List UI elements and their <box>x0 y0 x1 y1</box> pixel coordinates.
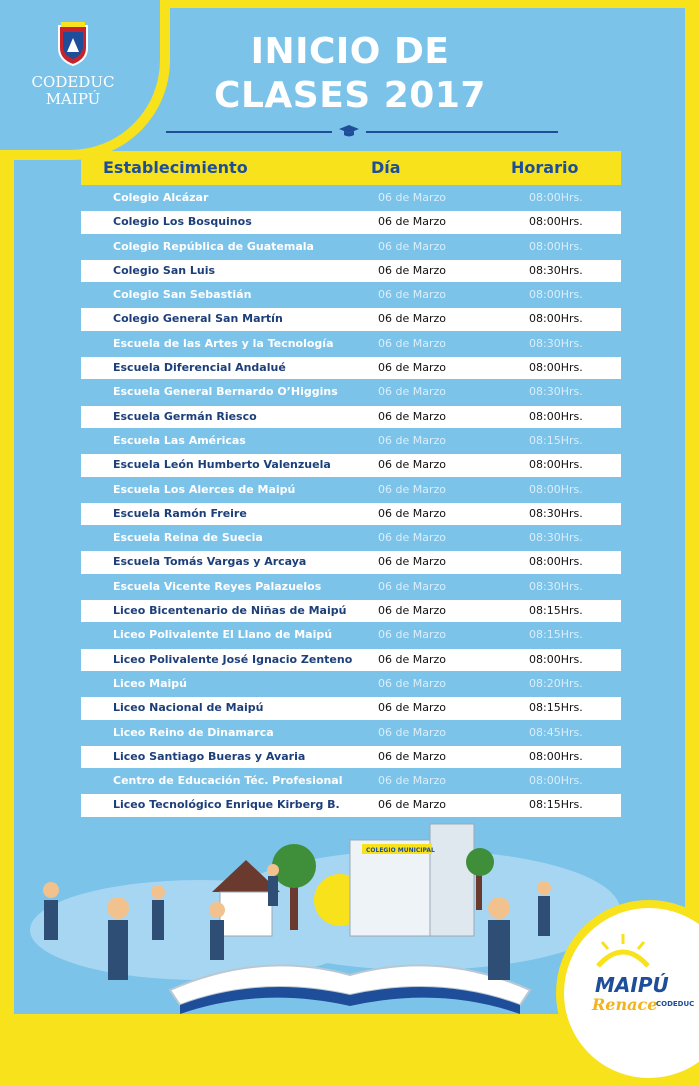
school-day: 06 de Marzo <box>378 676 446 690</box>
divider-left <box>166 131 332 133</box>
school-name: Colegio Los Bosquinos <box>113 215 252 229</box>
table-row <box>81 697 621 719</box>
header-time: Horario <box>511 158 579 177</box>
school-name: Colegio General San Martín <box>113 312 283 326</box>
table-row <box>81 600 621 622</box>
school-time: 08:30Hrs. <box>529 531 583 545</box>
table-row <box>81 551 621 573</box>
school-time: 08:00Hrs. <box>529 288 583 302</box>
school-time: 08:15Hrs. <box>529 433 583 447</box>
school-time: 08:15Hrs. <box>529 798 583 812</box>
school-name: Escuela Reina de Suecia <box>113 531 263 545</box>
school-day: 06 de Marzo <box>378 385 446 399</box>
school-day: 06 de Marzo <box>378 506 446 520</box>
school-day: 06 de Marzo <box>378 239 446 253</box>
table-row <box>81 770 621 792</box>
school-time: 08:00Hrs. <box>529 312 583 326</box>
school-day: 06 de Marzo <box>378 701 446 715</box>
page-title <box>180 30 520 118</box>
table-row <box>81 576 621 598</box>
table-row <box>81 381 621 403</box>
school-name: Escuela General Bernardo O’Higgins <box>113 385 338 399</box>
school-day: 06 de Marzo <box>378 288 446 302</box>
school-name: Colegio San Luis <box>113 263 216 277</box>
header-establishment: Establecimiento <box>103 158 248 177</box>
school-name: Liceo Polivalente El Llano de Maipú <box>113 628 333 642</box>
school-name: Escuela de las Artes y la Tecnología <box>113 336 334 350</box>
school-time: 08:30Hrs. <box>529 336 583 350</box>
school-day: 06 de Marzo <box>378 458 446 472</box>
school-name: Liceo Santiago Bueras y Avaria <box>113 749 306 763</box>
school-time: 08:00Hrs. <box>529 191 583 204</box>
table-row <box>81 357 621 379</box>
school-name: Escuela Vicente Reyes Palazuelos <box>113 579 322 593</box>
school-time: 08:00Hrs. <box>529 239 583 253</box>
school-name: Escuela Ramón Freire <box>113 506 247 520</box>
school-name: Liceo Maipú <box>113 676 187 690</box>
graduation-cap-icon <box>339 123 359 139</box>
school-day: 06 de Marzo <box>378 774 446 788</box>
school-time: 08:00Hrs. <box>529 458 583 472</box>
title-line1: INICIO DE <box>250 31 450 72</box>
school-time: 08:15Hrs. <box>529 628 583 642</box>
school-time: 08:45Hrs. <box>529 725 583 739</box>
school-day: 06 de Marzo <box>378 191 446 204</box>
school-time: 08:00Hrs. <box>529 749 583 763</box>
table-row <box>81 187 621 209</box>
sun-icon <box>588 930 658 970</box>
school-time: 08:30Hrs. <box>529 263 583 277</box>
table-row <box>81 236 621 258</box>
school-time: 08:00Hrs. <box>529 409 583 423</box>
school-name: Escuela Tomás Vargas y Arcaya <box>113 555 307 569</box>
school-name: Liceo Tecnológico Enrique Kirberg B. <box>113 798 340 812</box>
badge-maipu: MAIPÚ <box>595 973 669 997</box>
school-day: 06 de Marzo <box>378 312 446 326</box>
table-row <box>81 454 621 476</box>
school-name: Colegio Alcázar <box>113 191 209 204</box>
school-day: 06 de Marzo <box>378 215 446 229</box>
school-day: 06 de Marzo <box>378 361 446 375</box>
school-name: Liceo Reino de Dinamarca <box>113 725 274 739</box>
codeduc-logo <box>28 22 118 108</box>
school-name: Escuela Los Alerces de Maipú <box>113 482 296 496</box>
table-body <box>81 187 621 817</box>
building-sign: COLEGIO MUNICIPAL <box>366 847 435 854</box>
school-day: 06 de Marzo <box>378 725 446 739</box>
table-header <box>81 151 621 185</box>
school-time: 08:00Hrs. <box>529 482 583 496</box>
school-day: 06 de Marzo <box>378 482 446 496</box>
school-day: 06 de Marzo <box>378 531 446 545</box>
divider-right <box>366 131 558 133</box>
school-name: Colegio San Sebastián <box>113 288 252 302</box>
school-day: 06 de Marzo <box>378 263 446 277</box>
school-name: Escuela Germán Riesco <box>113 409 257 423</box>
school-name: Escuela Diferencial Andalué <box>113 361 286 375</box>
table-row <box>81 527 621 549</box>
logo-line2: MAIPÚ <box>45 90 101 108</box>
table-row <box>81 284 621 306</box>
school-name: Escuela León Humberto Valenzuela <box>113 458 331 472</box>
school-time: 08:00Hrs. <box>529 361 583 375</box>
school-time: 08:15Hrs. <box>529 701 583 715</box>
school-time: 08:20Hrs. <box>529 676 583 690</box>
crest-icon <box>55 22 91 66</box>
table-row <box>81 211 621 233</box>
school-name: Liceo Nacional de Maipú <box>113 701 264 715</box>
school-time: 08:30Hrs. <box>529 579 583 593</box>
school-name: Liceo Bicentenario de Niñas de Maipú <box>113 604 347 618</box>
school-time: 08:30Hrs. <box>529 385 583 399</box>
school-time: 08:30Hrs. <box>529 506 583 520</box>
title-line2: CLASES 2017 <box>214 75 486 116</box>
school-time: 08:00Hrs. <box>529 774 583 788</box>
school-time: 08:00Hrs. <box>529 555 583 569</box>
table-row <box>81 746 621 768</box>
table-row <box>81 333 621 355</box>
school-time: 08:00Hrs. <box>529 215 583 229</box>
table-row <box>81 308 621 330</box>
table-row <box>81 406 621 428</box>
table-row <box>81 673 621 695</box>
school-name: Centro de Educación Téc. Profesional <box>113 774 343 788</box>
school-name: Escuela Las Américas <box>113 433 246 447</box>
school-day: 06 de Marzo <box>378 604 446 618</box>
school-day: 06 de Marzo <box>378 749 446 763</box>
school-time: 08:15Hrs. <box>529 604 583 618</box>
badge-codeduc: CODEDUC <box>656 1000 695 1008</box>
school-name: Liceo Polivalente José Ignacio Zenteno <box>113 652 353 666</box>
school-day: 06 de Marzo <box>378 798 446 812</box>
school-day: 06 de Marzo <box>378 555 446 569</box>
table-row <box>81 430 621 452</box>
logo-line1: CODEDUC <box>31 73 115 91</box>
schedule-table <box>81 151 621 817</box>
school-day: 06 de Marzo <box>378 336 446 350</box>
table-row <box>81 503 621 525</box>
badge-renace: Renace <box>592 995 658 1014</box>
school-time: 08:00Hrs. <box>529 652 583 666</box>
school-name: Colegio República de Guatemala <box>113 239 314 253</box>
school-day: 06 de Marzo <box>378 409 446 423</box>
table-row <box>81 479 621 501</box>
table-row <box>81 649 621 671</box>
school-day: 06 de Marzo <box>378 579 446 593</box>
header-day: Día <box>371 158 401 177</box>
table-row <box>81 722 621 744</box>
school-day: 06 de Marzo <box>378 628 446 642</box>
school-day: 06 de Marzo <box>378 433 446 447</box>
school-day: 06 de Marzo <box>378 652 446 666</box>
table-row <box>81 624 621 646</box>
table-row <box>81 260 621 282</box>
